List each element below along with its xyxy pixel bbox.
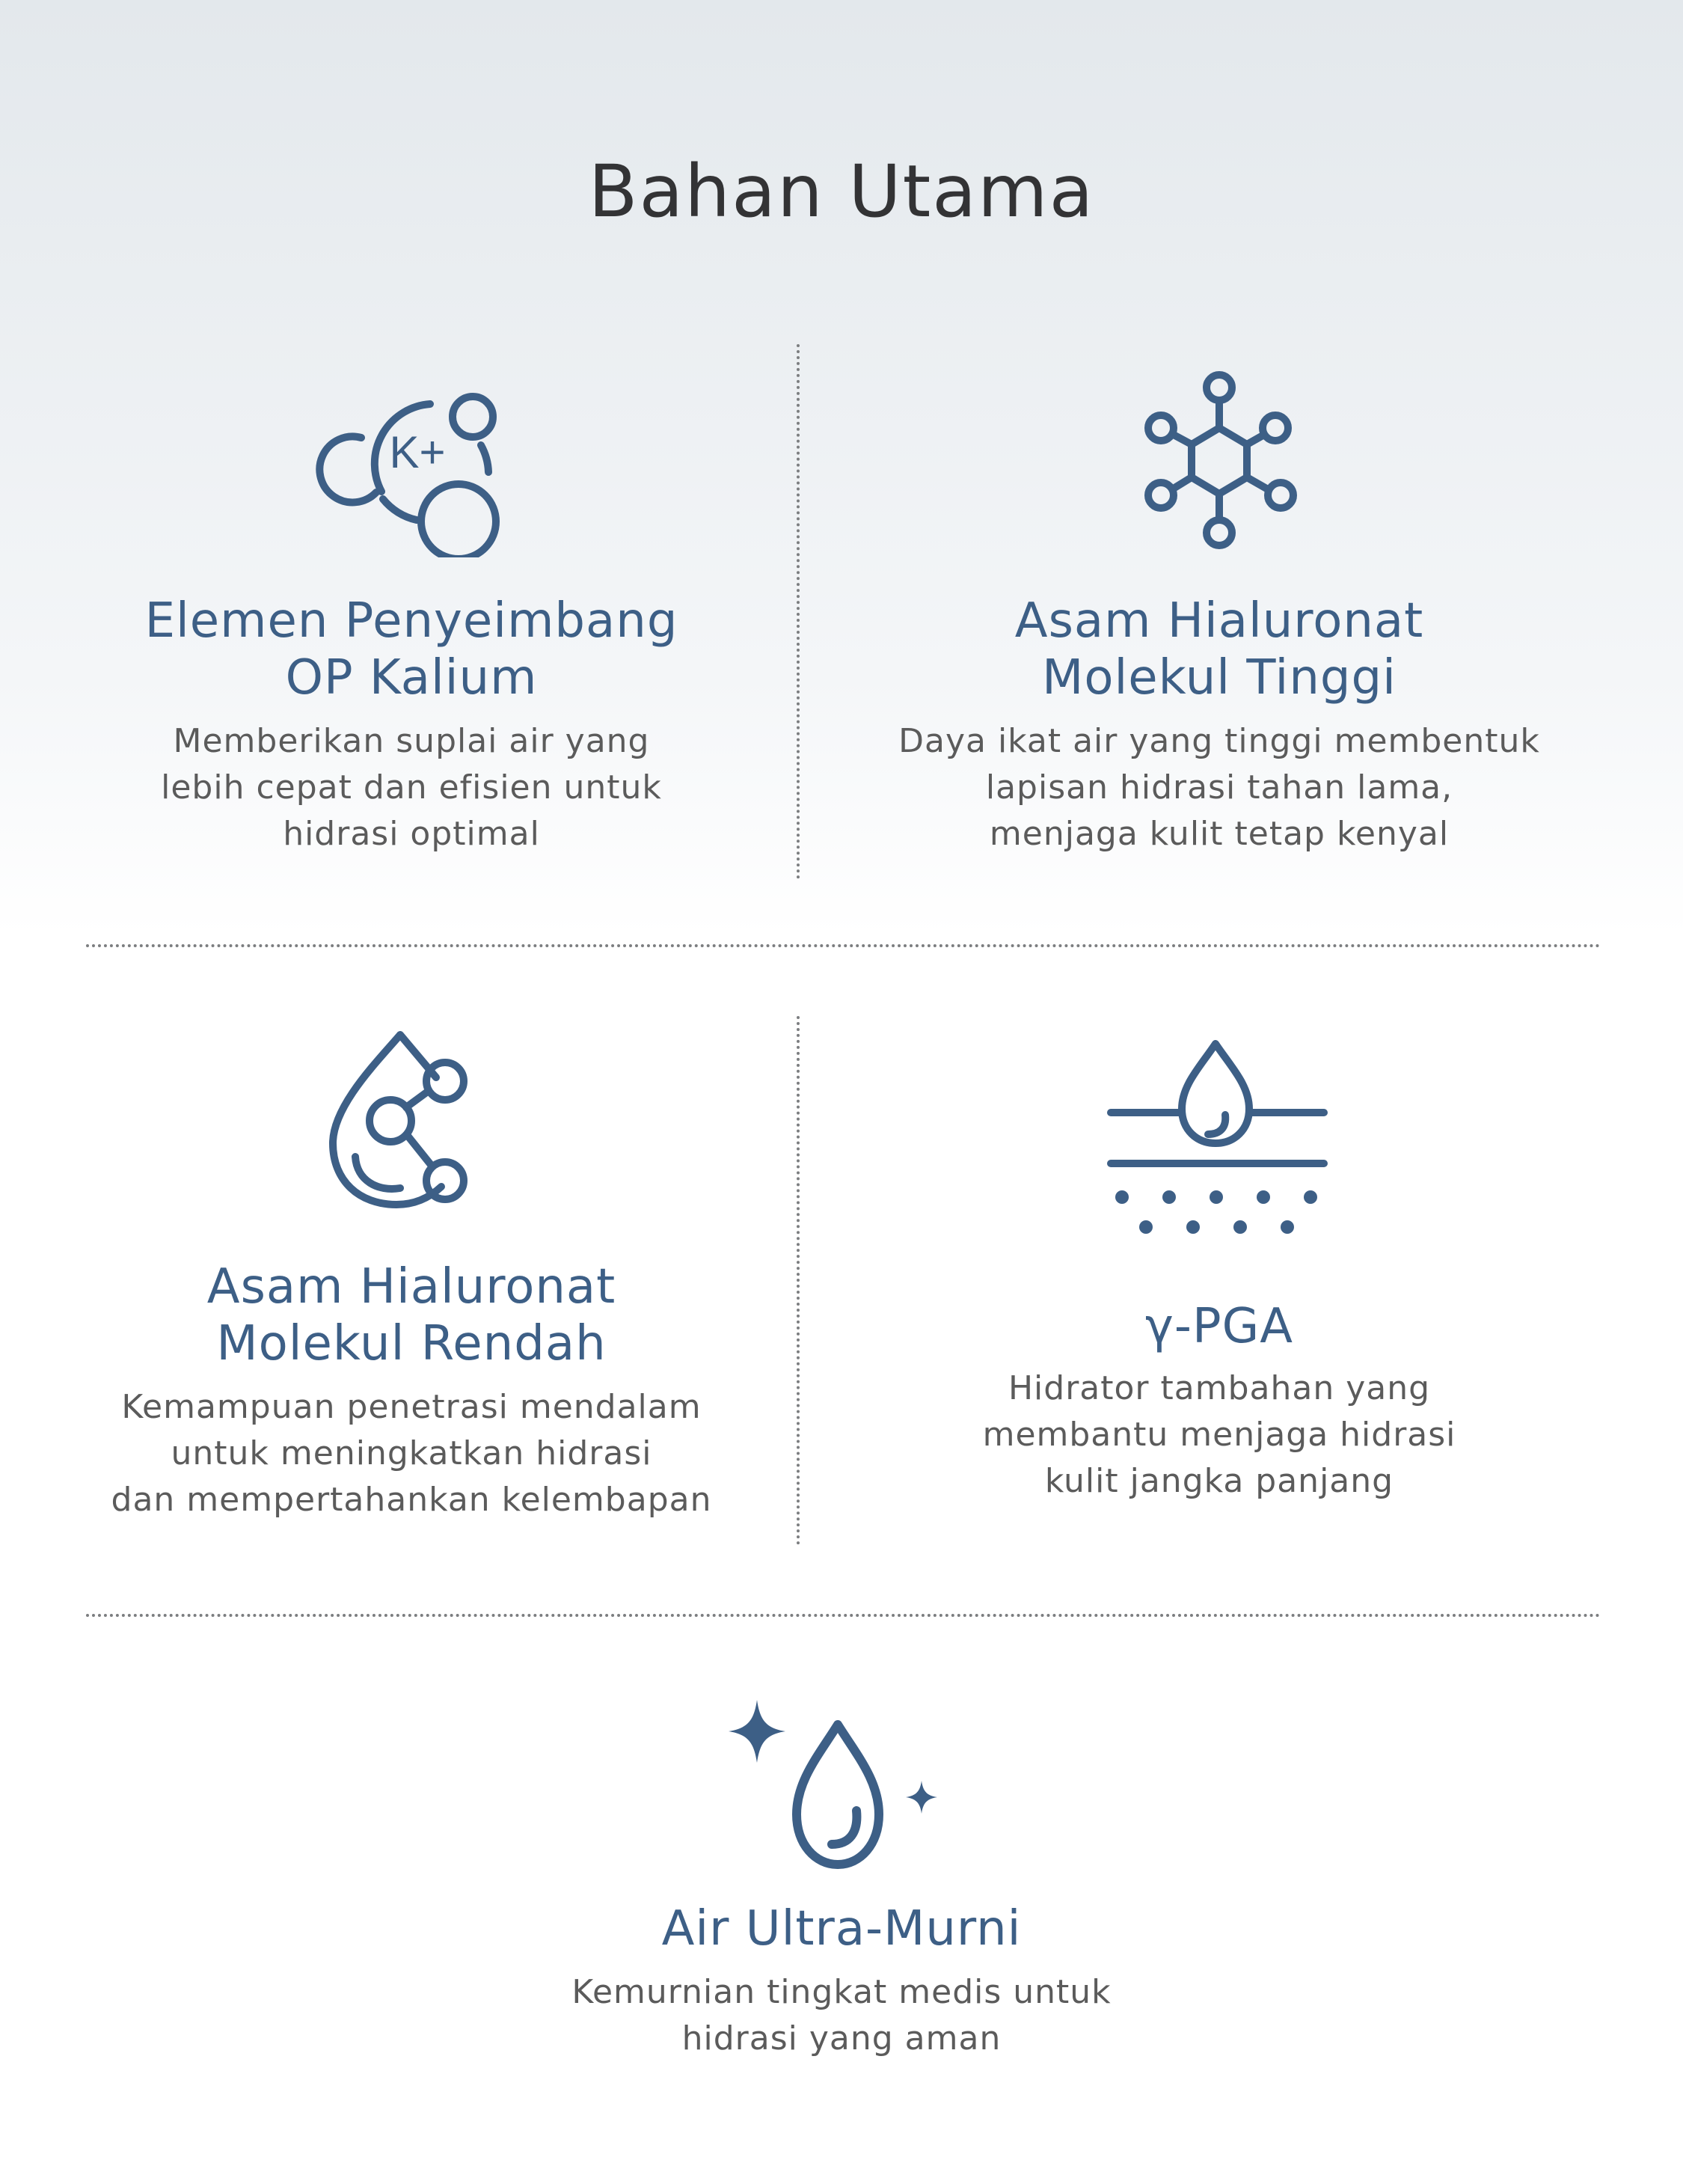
ingredient-air-ultra-murni (449, 1698, 1234, 2162)
ingredient-description (883, 718, 1556, 857)
ingredient-gamma-pga (883, 1025, 1556, 1549)
ingredient-description (883, 1365, 1556, 1505)
ingredient-name-line: OP Kalium (285, 650, 538, 706)
vertical-divider-middle (797, 1016, 800, 1545)
description-line: Hidrator tambahan yang (1008, 1369, 1431, 1407)
ingredient-name (883, 593, 1556, 706)
ingredient-op-kalium (75, 359, 748, 883)
ingredient-name-line: Molekul Tinggi (1042, 650, 1397, 706)
potassium-ion-icon (310, 370, 512, 557)
description-line: Kemurnian tingkat medis untuk (571, 1973, 1112, 2011)
ingredient-hyaluronic-high (883, 359, 1556, 883)
description-line: Daya ikat air yang tinggi membentuk (898, 722, 1540, 760)
page-title: Bahan Utama (588, 150, 1095, 233)
description-line: lapisan hidrasi tahan lama, (985, 768, 1453, 807)
ingredient-description (449, 1969, 1234, 2062)
description-line: Kemampuan penetrasi mendalam (121, 1388, 702, 1426)
ingredient-name (75, 1258, 748, 1372)
description-line: hidrasi yang aman (681, 2019, 1002, 2058)
molecule-structure-icon (1126, 367, 1313, 554)
description-line: lebih cepat dan efisien untuk (161, 768, 662, 807)
ingredient-name (75, 593, 748, 706)
ingredient-name (449, 1900, 1234, 1957)
ingredient-name (883, 1298, 1556, 1355)
description-line: dan mempertahankan kelembapan (111, 1481, 712, 1519)
ingredient-name-line: Air Ultra-Murni (661, 1901, 1022, 1957)
description-line: kulit jangka panjang (1044, 1462, 1394, 1500)
ingredient-hyaluronic-low (75, 1025, 748, 1549)
horizontal-divider-2 (86, 1614, 1601, 1617)
description-line: untuk meningkatkan hidrasi (171, 1434, 652, 1472)
drop-molecule-icon (318, 1031, 505, 1211)
horizontal-divider-1 (86, 944, 1601, 947)
potassium-symbol: K+ (389, 427, 446, 477)
description-line: hidrasi optimal (283, 815, 540, 853)
description-line: Memberikan suplai air yang (173, 722, 650, 760)
ingredient-name-line: Molekul Rendah (216, 1316, 607, 1371)
ingredient-description (75, 1384, 748, 1523)
description-line: menjaga kulit tetap kenyal (989, 815, 1450, 853)
ingredient-name-line: Asam Hialuronat (206, 1259, 616, 1315)
ingredient-name-line: γ-PGA (1145, 1299, 1293, 1354)
skin-layer-drop-icon (1107, 1040, 1331, 1249)
sparkling-drop-icon (726, 1698, 950, 1871)
ingredient-description (75, 718, 748, 857)
vertical-divider-top (797, 344, 800, 879)
ingredient-name-line: Elemen Penyeimbang (144, 593, 678, 649)
ingredient-name-line: Asam Hialuronat (1014, 593, 1424, 649)
description-line: membantu menjaga hidrasi (982, 1416, 1456, 1454)
